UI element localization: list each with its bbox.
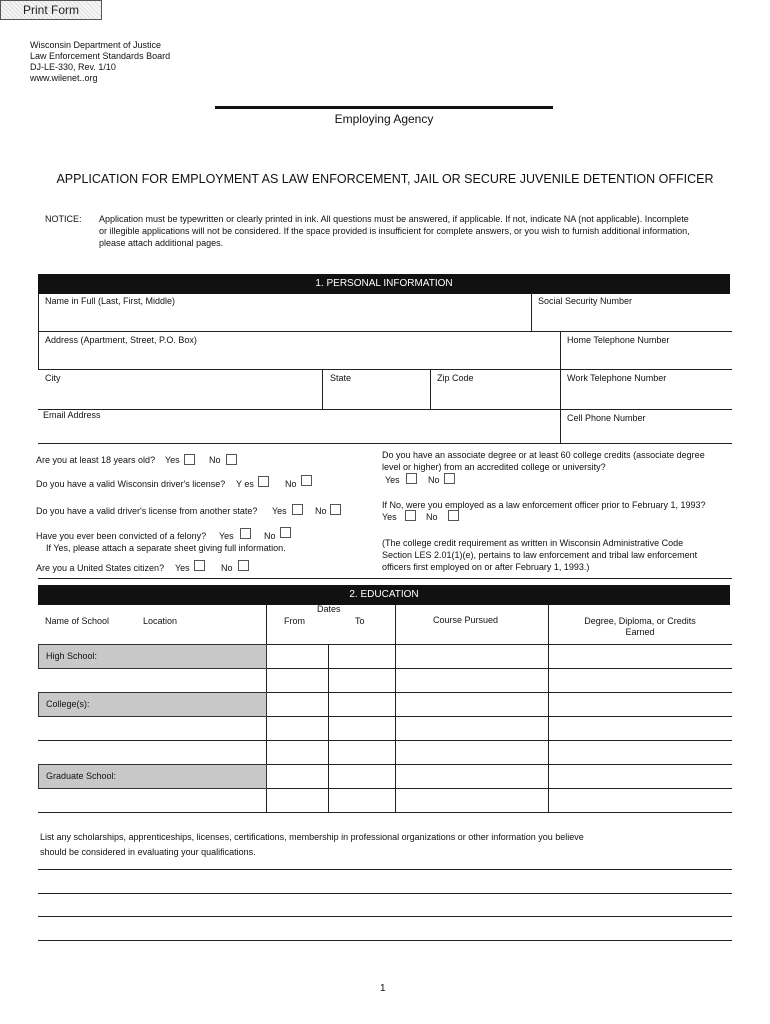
page-number: 1 <box>380 983 386 994</box>
col-degree-line-1: Degree, Diploma, or Credits <box>584 616 696 626</box>
college-note-line-2: Section LES 2.01(1)(e), pertains to law enforcement and tribal law enforcement <box>382 550 698 560</box>
q-age-label: Are you at least 18 years old? <box>36 455 156 465</box>
employing-agency-label: Employing Agency <box>334 112 434 126</box>
website: www.wilenet..org <box>30 73 98 83</box>
colleges-label: College(s): <box>46 699 90 709</box>
graduate-label: Graduate School: <box>46 771 117 781</box>
additional-info-field-2[interactable] <box>38 893 732 894</box>
q-age-yes-label: Yes <box>165 455 180 465</box>
q-employed-label: If No, were you employed as a law enforcement officer prior to February 1, 1993? <box>382 500 706 510</box>
q-felony-yes-label: Yes <box>219 531 234 541</box>
q-felony-note: If Yes, please attach a separate sheet giving full information. <box>46 543 286 553</box>
q-felony-no-label: No <box>264 531 276 541</box>
additional-info-line-1: List any scholarships, apprenticeships, licenses, certifications, membership in professional organizations or other information you believe <box>40 832 584 842</box>
employing-agency-line[interactable] <box>215 106 553 109</box>
col-school-name: Name of School <box>45 616 110 626</box>
q-employed-yes-label: Yes <box>382 512 397 522</box>
personal-info-header: 1. PERSONAL INFORMATION <box>38 274 730 294</box>
col-dates: Dates <box>317 604 341 614</box>
zip-label: Zip Code <box>437 373 474 383</box>
city-field[interactable] <box>39 385 321 408</box>
q-wi-license-label: Do you have a valid Wisconsin driver's license? <box>36 479 226 489</box>
col-course: Course Pursued <box>433 615 499 625</box>
q-degree-yes-label: Yes <box>385 475 400 485</box>
high-school-label: High School: <box>46 651 98 661</box>
agency-line-2: Law Enforcement Standards Board <box>30 51 171 61</box>
cell-phone-label: Cell Phone Number <box>567 413 646 423</box>
name-field[interactable] <box>39 308 530 330</box>
education-header: 2. EDUCATION <box>38 585 730 605</box>
page-title: APPLICATION FOR EMPLOYMENT AS LAW ENFORCEMENT, JAIL OR SECURE JUVENILE DETENTION OFFICER <box>56 172 714 186</box>
email-label: Email Address <box>43 410 101 420</box>
notice-text-1: Application must be typewritten or clearly printed in ink. All questions must be answered, if applicable. If not, indicate NA (not applicable). Incomplete <box>99 214 689 224</box>
q-age-no-checkbox[interactable] <box>226 454 237 465</box>
q-other-license-yes-checkbox[interactable] <box>292 504 303 515</box>
q-other-license-yes-label: Yes <box>272 506 287 516</box>
name-label: Name in Full (Last, First, Middle) <box>45 296 176 306</box>
additional-info-field-3[interactable] <box>38 916 732 917</box>
ssn-label: Social Security Number <box>538 296 633 306</box>
q-other-license-label: Do you have a valid driver's license from another state? <box>36 506 258 516</box>
q-degree-no-label: No <box>428 475 440 485</box>
college-note-line-1: (The college credit requirement as written in Wisconsin Administrative Code <box>382 538 684 548</box>
address-label: Address (Apartment, Street, P.O. Box) <box>45 335 197 345</box>
ssn-field[interactable] <box>532 308 731 330</box>
work-phone-field[interactable] <box>561 385 731 408</box>
col-degree-line-2: Earned <box>625 627 655 637</box>
q-citizen-label: Are you a United States citizen? <box>36 563 165 573</box>
q-citizen-no-checkbox[interactable] <box>238 560 249 571</box>
q-citizen-yes-checkbox[interactable] <box>194 560 205 571</box>
q-degree-line-1: Do you have an associate degree or at least 60 college credits (associate degree <box>382 450 705 460</box>
work-phone-label: Work Telephone Number <box>567 373 667 383</box>
col-to: To <box>355 616 365 626</box>
college-note-line-3: officers first employed on or after February 1, 1993.) <box>382 562 590 572</box>
q-employed-no-label: No <box>426 512 438 522</box>
notice-text-3: please attach additional pages. <box>99 238 224 248</box>
additional-info-field-4[interactable] <box>38 940 732 941</box>
print-form-button[interactable]: Print Form <box>0 0 102 20</box>
q-employed-no-checkbox[interactable] <box>448 510 459 521</box>
colleges-row <box>38 692 267 717</box>
col-location: Location <box>143 616 178 626</box>
high-school-row <box>38 644 267 669</box>
q-other-license-no-label: No <box>315 506 327 516</box>
address-field[interactable] <box>39 347 559 368</box>
form-number: DJ-LE-330, Rev. 1/10 <box>30 62 116 72</box>
q-degree-line-2: level or higher) from an accredited college or university? <box>382 462 606 472</box>
q-employed-yes-checkbox[interactable] <box>405 510 416 521</box>
q-degree-no-checkbox[interactable] <box>444 473 455 484</box>
q-degree-yes-checkbox[interactable] <box>406 473 417 484</box>
cell-phone-field[interactable] <box>561 425 731 442</box>
notice-text-2: or illegible applications will not be considered. If the space provided is insufficient for complete answers, or you wish to furnish additional information, <box>99 226 690 236</box>
zip-field[interactable] <box>431 385 559 408</box>
notice-label: NOTICE: <box>45 214 82 224</box>
col-from: From <box>284 616 305 626</box>
q-wi-license-no-label: No <box>285 479 297 489</box>
state-label: State <box>330 373 352 383</box>
q-felony-yes-checkbox[interactable] <box>240 528 251 539</box>
home-phone-label: Home Telephone Number <box>567 335 670 345</box>
home-phone-field[interactable] <box>561 347 731 368</box>
additional-info-field-1[interactable] <box>38 869 732 870</box>
q-felony-label: Have you ever been convicted of a felony? <box>36 531 207 541</box>
q-citizen-yes-label: Yes <box>175 563 190 573</box>
graduate-row <box>38 764 267 789</box>
q-wi-license-yes-label: Y es <box>236 479 254 489</box>
city-label: City <box>45 373 61 383</box>
agency-line-1: Wisconsin Department of Justice <box>30 40 162 50</box>
q-wi-license-yes-checkbox[interactable] <box>258 476 269 487</box>
q-felony-no-checkbox[interactable] <box>280 527 291 538</box>
q-wi-license-no-checkbox[interactable] <box>301 475 312 486</box>
q-citizen-no-label: No <box>221 563 233 573</box>
additional-info-line-2: should be considered in evaluating your qualifications. <box>40 847 256 857</box>
q-age-no-label: No <box>209 455 221 465</box>
q-age-yes-checkbox[interactable] <box>184 454 195 465</box>
email-field[interactable] <box>39 422 559 442</box>
q-other-license-no-checkbox[interactable] <box>330 504 341 515</box>
state-field[interactable] <box>323 385 429 408</box>
